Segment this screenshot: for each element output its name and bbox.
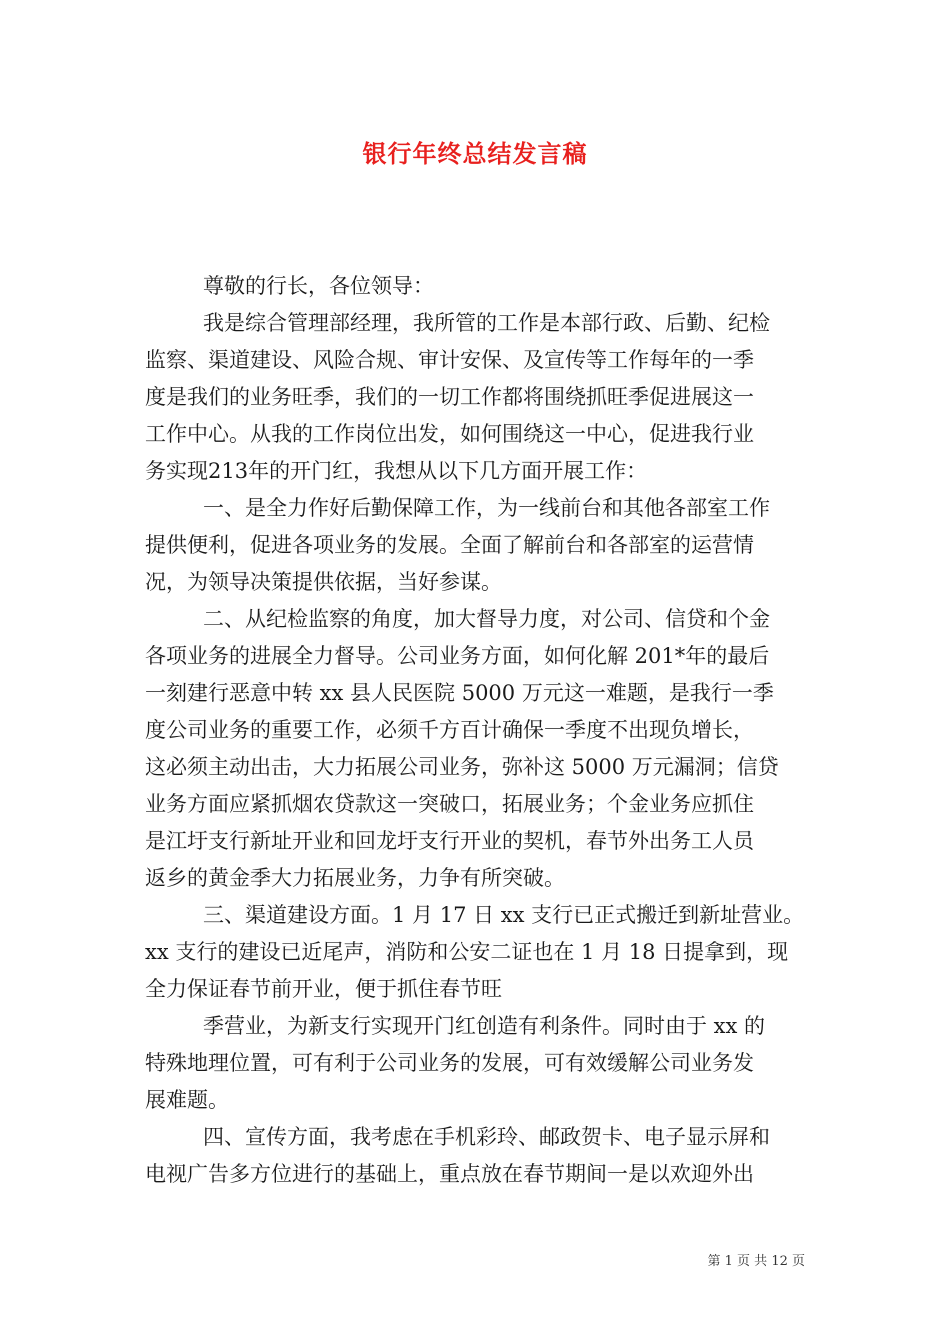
text-line: 务实现213年的开门红，我想从以下几方面开展工作：: [145, 459, 648, 483]
text-line: 这必须主动出击，大力拓展公司业务，弥补这 5000 万元漏洞；信贷: [145, 755, 779, 779]
document-title: 银行年终总结发言稿: [362, 139, 588, 168]
text-line: 季营业，为新支行实现开门红创造有利条件。同时由于 xx 的: [203, 1014, 766, 1038]
text-line: 况，为领导决策提供依据，当好参谋。: [145, 570, 502, 594]
text-line: 度公司业务的重要工作，必须千方百计确保一季度不出现负增长，: [145, 718, 754, 742]
document-body: [145, 268, 805, 1193]
text-line: 全力保证春节前开业，便于抓住春节旺: [145, 977, 502, 1001]
text-line: 是江圩支行新址开业和回龙圩支行开业的契机，春节外出务工人员: [145, 829, 754, 853]
text-line: 电视广告多方位进行的基础上，重点放在春节期间一是以欢迎外出: [145, 1162, 754, 1186]
text-line: 各项业务的进展全力督导。公司业务方面，如何化解 201*年的最后: [145, 644, 770, 668]
text-line: 一、是全力作好后勤保障工作，为一线前台和其他各部室工作: [203, 496, 770, 520]
text-line: 提供便利，促进各项业务的发展。全面了解前台和各部室的运营情: [145, 533, 754, 557]
text-line: 工作中心。从我的工作岗位出发，如何围绕这一中心，促进我行业: [145, 422, 754, 446]
text-line: 返乡的黄金季大力拓展业务，力争有所突破。: [145, 866, 565, 890]
text-line: 一刻建行恶意中转 xx 县人民医院 5000 万元这一难题，是我行一季: [145, 681, 774, 705]
text-line: 展难题。: [145, 1088, 229, 1112]
text-line: 我是综合管理部经理，我所管的工作是本部行政、后勤、纪检: [203, 311, 770, 335]
text-line: 监察、渠道建设、风险合规、审计安保、及宣传等工作每年的一季: [145, 348, 754, 372]
page-footer: 第 1 页 共 12 页: [707, 1254, 805, 1269]
text-line: 特殊地理位置，可有利于公司业务的发展，可有效缓解公司业务发: [145, 1051, 754, 1075]
text-line: 三、渠道建设方面。1 月 17 日 xx 支行已正式搬迁到新址营业。: [203, 903, 805, 927]
text-line: 尊敬的行长，各位领导：: [203, 274, 434, 298]
text-line: 四、宣传方面，我考虑在手机彩玲、邮政贺卡、电子显示屏和: [203, 1125, 770, 1149]
text-line: 业务方面应紧抓烟农贷款这一突破口，拓展业务；个金业务应抓住: [145, 792, 754, 816]
text-line: xx 支行的建设已近尾声，消防和公安二证也在 1 月 18 日提拿到，现: [145, 940, 789, 964]
text-line: 二、从纪检监察的角度，加大督导力度，对公司、信贷和个金: [203, 607, 770, 631]
text-line: 度是我们的业务旺季，我们的一切工作都将围绕抓旺季促进展这一: [145, 385, 754, 409]
